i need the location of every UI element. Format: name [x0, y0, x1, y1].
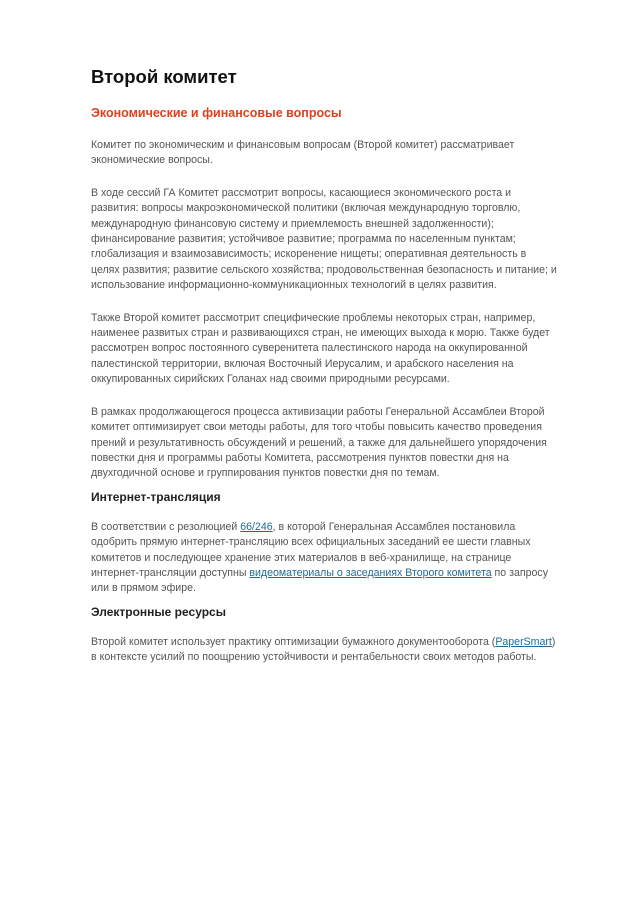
page-title: Второй комитет — [91, 66, 237, 87]
webcast-heading: Интернет-трансляция — [91, 489, 221, 504]
resolution-link[interactable]: 66/246 — [240, 520, 273, 533]
webcast-text-2: , в которой Генеральная Ассамблея постановила одобрить прямую интернет-трансляцию всех официальных заседаний ее шести главных комитетов и последующее хранение этих материалов в веб-хранилище, на странице интернет-трансляции доступны — [91, 520, 531, 579]
video-materials-link[interactable]: видеоматериалы о заседаниях Второго комитета — [249, 566, 492, 579]
section-subtitle: Экономические и финансовые вопросы — [91, 106, 342, 120]
document-page — [91, 64, 557, 683]
webcast-text-1: В соответствии с резолюцией — [91, 520, 241, 533]
eresources-text-1: Второй комитет использует практику оптимизации бумажного документооборота ( — [91, 635, 496, 648]
topics-paragraph: В ходе сессий ГА Комитет рассмотрит вопросы, касающиеся экономического роста и развития: вопросы макроэкономической политики (включая международную торговлю, международную финансовую систему и приемлемость внешней задолженности); финансирование развития; устойчивое развитие; программа по населенным пунктам; глобализация и взаимозависимость; искоренение нищеты; оперативная деятельность в целях развития; развитие сельского хозяйства; продовольственная безопасность и питание; и использование информационно-коммуникационных технологий в целях развития. — [91, 186, 557, 292]
specific-problems-paragraph: Также Второй комитет рассмотрит специфические проблемы некоторых стран, например, наименее развитых стран и развивающихся стран, не имеющих выхода к морю. Также будет рассмотрен вопрос постоянного суверенитета палестинского народа на оккупированной палестинской территории, включая Восточный Иерусалим, и арабского населения на оккупированных сирийских Голанах над своими природными ресурсами. — [91, 311, 550, 386]
webcast-text-3: по запросу или в прямом эфире. — [91, 566, 548, 595]
eresources-text-2: ) в контексте усилий по поощрению устойчивости и рентабельности своих методов работы. — [91, 635, 556, 664]
eresources-paragraph — [91, 635, 557, 666]
working-methods-paragraph: В рамках продолжающегося процесса активизации работы Генеральной Ассамблеи Второй комитет оптимизирует свои методы работы, для того чтобы повысить качество проведения прений и результативность обсуждений и решений, а также для дальнейшего упорядочения повестки дня и программы работы Комитета, рассмотрения пунктов повестки дня на двухгодичной основе и группирования пунктов повестки дня по темам. — [91, 405, 547, 480]
eresources-heading: Электронные ресурсы — [91, 604, 226, 619]
intro-paragraph: Комитет по экономическим и финансовым вопросам (Второй комитет) рассматривает экономические вопросы. — [91, 139, 515, 167]
papersmart-link[interactable]: PaperSmart — [495, 635, 552, 648]
webcast-paragraph — [91, 520, 557, 597]
